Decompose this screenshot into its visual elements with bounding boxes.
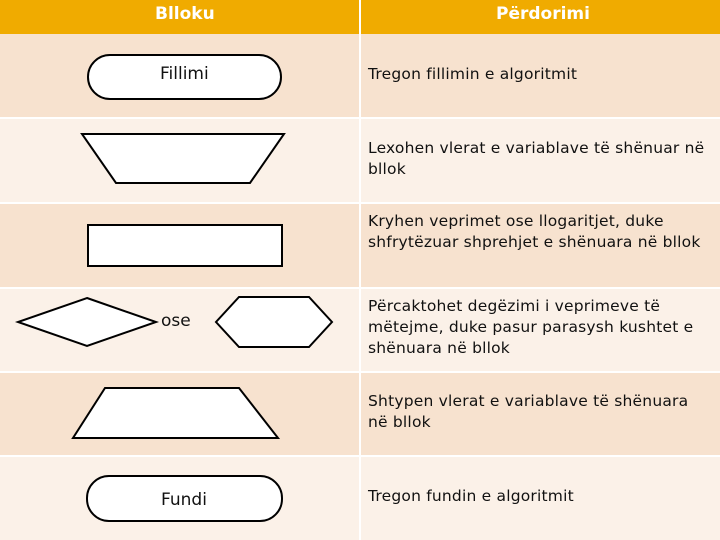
shape-label-start: Fillimi: [160, 64, 209, 84]
decision-hexagon-shape: [215, 296, 333, 348]
usage-text: Tregon fundin e algoritmit: [368, 487, 574, 505]
header-block: Blloku: [155, 4, 215, 24]
shape-label-or: ose: [161, 311, 191, 331]
input-inverted-trapezoid-shape: [81, 133, 285, 184]
usage-text: Përcaktohet degëzimi i veprimeve të mëtejme, duke pasur parasysh kushtet e shënuara në bllok: [368, 297, 694, 357]
header-divider: [359, 0, 361, 34]
process-rectangle-shape: [87, 224, 283, 267]
usage-text: Shtypen vlerat e variablave të shënuara në bllok: [368, 392, 689, 431]
column-divider: [359, 34, 361, 540]
usage-text: Tregon fillimin e algoritmit: [368, 65, 578, 83]
usage-text: Kryhen veprimet ose llogaritjet, duke shfrytëzuar shprehjet e shënuara në bllok: [368, 212, 701, 251]
table-header: [0, 0, 720, 34]
shape-label-end: Fundi: [161, 490, 207, 510]
usage-text: Lexohen vlerat e variablave të shënuar në bllok: [368, 139, 705, 178]
decision-rhombus-shape: [17, 297, 157, 347]
output-trapezoid-shape: [72, 387, 279, 439]
header-usage: Përdorimi: [496, 4, 590, 24]
